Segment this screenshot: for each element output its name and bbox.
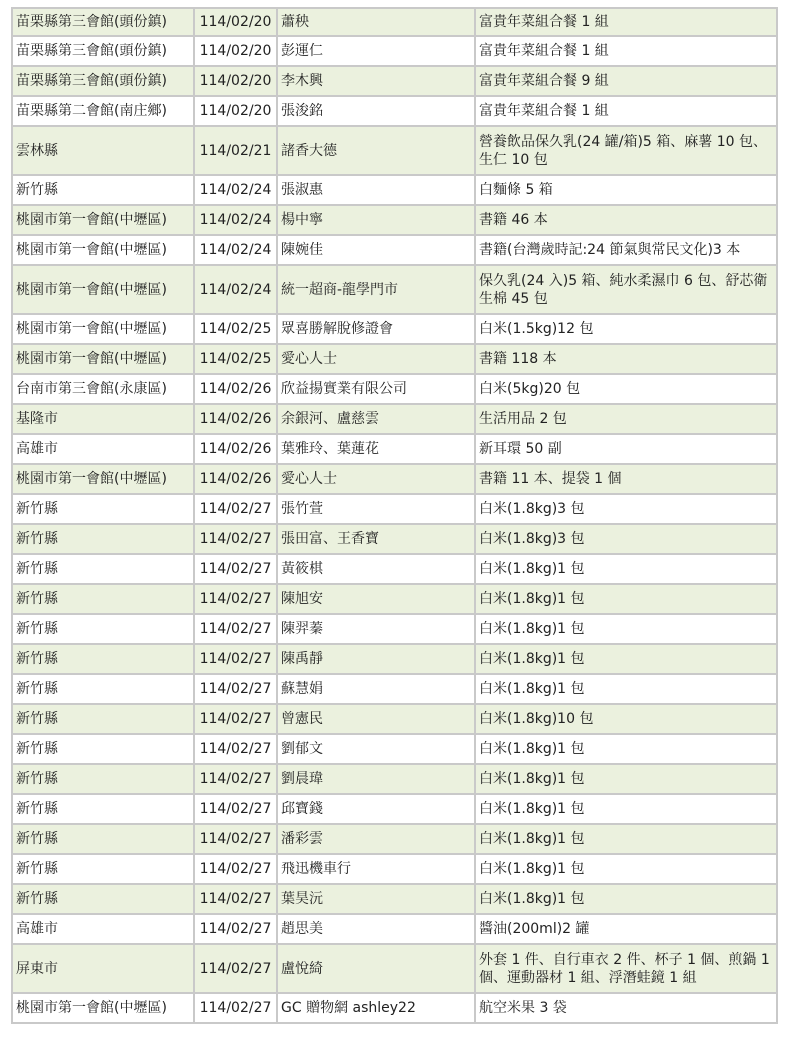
item-cell: 外套 1 件、自行車衣 2 件、杯子 1 個、煎鍋 1 個、運動器材 1 組、浮潛蛙鏡 1 組 [475,944,777,993]
donor-cell: 曾憲民 [277,704,475,734]
table-row [12,704,777,734]
item-cell: 白米(1.8kg)1 包 [475,764,777,794]
table-row [12,644,777,674]
donor-cell: 邱寶錢 [277,794,475,824]
date-cell: 114/02/25 [194,344,277,374]
location-cell: 新竹縣 [12,494,194,524]
table-row [12,584,777,614]
date-cell: 114/02/24 [194,205,277,235]
location-cell: 苗栗縣第三會館(頭份鎮) [12,66,194,96]
item-cell: 保久乳(24 入)5 箱、純水柔濕巾 6 包、舒芯衛生棉 45 包 [475,265,777,314]
donor-cell: 飛迅機車行 [277,854,475,884]
date-cell: 114/02/20 [194,96,277,126]
donor-cell: 諸香大德 [277,126,475,175]
location-cell: 新竹縣 [12,524,194,554]
date-cell: 114/02/27 [194,734,277,764]
date-cell: 114/02/26 [194,374,277,404]
item-cell: 白米(1.8kg)1 包 [475,824,777,854]
date-cell: 114/02/24 [194,235,277,265]
donor-cell: 愛心人士 [277,464,475,494]
item-cell: 醬油(200ml)2 罐 [475,914,777,944]
table-row [12,374,777,404]
item-cell: 航空米果 3 袋 [475,993,777,1023]
donor-cell: 盧悅綺 [277,944,475,993]
date-cell: 114/02/27 [194,884,277,914]
date-cell: 114/02/27 [194,854,277,884]
table-row [12,794,777,824]
date-cell: 114/02/20 [194,66,277,96]
location-cell: 屏東市 [12,944,194,993]
table-row [12,993,777,1023]
location-cell: 桃園市第一會館(中壢區) [12,464,194,494]
table-row [12,494,777,524]
table-row [12,434,777,464]
location-cell: 新竹縣 [12,554,194,584]
donor-cell: 楊中寧 [277,205,475,235]
item-cell: 白米(1.5kg)12 包 [475,314,777,344]
donor-cell: 葉昊沅 [277,884,475,914]
item-cell: 富貴年菜組合餐 1 組 [475,96,777,126]
location-cell: 新竹縣 [12,704,194,734]
table-row [12,764,777,794]
date-cell: 114/02/21 [194,126,277,175]
item-cell: 富貴年菜組合餐 1 組 [475,8,777,36]
location-cell: 新竹縣 [12,614,194,644]
item-cell: 富貴年菜組合餐 1 組 [475,36,777,66]
donor-cell: 張竹萱 [277,494,475,524]
item-cell: 書籍(台灣歲時記:24 節氣與常民文化)3 本 [475,235,777,265]
location-cell: 苗栗縣第三會館(頭份鎮) [12,36,194,66]
date-cell: 114/02/27 [194,944,277,993]
item-cell: 書籍 11 本、提袋 1 個 [475,464,777,494]
date-cell: 114/02/27 [194,494,277,524]
location-cell: 新竹縣 [12,584,194,614]
date-cell: 114/02/20 [194,36,277,66]
donor-cell: 欣益揚實業有限公司 [277,374,475,404]
item-cell: 白麵條 5 箱 [475,175,777,205]
item-cell: 白米(1.8kg)1 包 [475,884,777,914]
donor-cell: 蕭秧 [277,8,475,36]
table-row [12,314,777,344]
date-cell: 114/02/26 [194,464,277,494]
location-cell: 新竹縣 [12,884,194,914]
table-row [12,126,777,175]
location-cell: 新竹縣 [12,854,194,884]
item-cell: 白米(1.8kg)3 包 [475,494,777,524]
table-row [12,944,777,993]
item-cell: 生活用品 2 包 [475,404,777,434]
date-cell: 114/02/27 [194,993,277,1023]
item-cell: 白米(5kg)20 包 [475,374,777,404]
date-cell: 114/02/27 [194,644,277,674]
donor-cell: 陳羿蓁 [277,614,475,644]
item-cell: 白米(1.8kg)3 包 [475,524,777,554]
table-row [12,824,777,854]
table-row [12,66,777,96]
location-cell: 新竹縣 [12,764,194,794]
item-cell: 白米(1.8kg)1 包 [475,614,777,644]
location-cell: 新竹縣 [12,824,194,854]
table-row [12,175,777,205]
location-cell: 桃園市第一會館(中壢區) [12,235,194,265]
table-row [12,674,777,704]
date-cell: 114/02/27 [194,524,277,554]
item-cell: 白米(1.8kg)1 包 [475,794,777,824]
item-cell: 白米(1.8kg)1 包 [475,584,777,614]
donor-cell: 彭運仁 [277,36,475,66]
table-row [12,265,777,314]
date-cell: 114/02/27 [194,824,277,854]
table-row [12,404,777,434]
date-cell: 114/02/26 [194,434,277,464]
location-cell: 新竹縣 [12,674,194,704]
location-cell: 桃園市第一會館(中壢區) [12,265,194,314]
table-row [12,205,777,235]
date-cell: 114/02/27 [194,914,277,944]
item-cell: 白米(1.8kg)10 包 [475,704,777,734]
donor-cell: 陳旭安 [277,584,475,614]
table-body [12,8,777,1023]
date-cell: 114/02/27 [194,674,277,704]
donor-cell: 統一超商-龍學門市 [277,265,475,314]
location-cell: 基隆市 [12,404,194,434]
location-cell: 桃園市第一會館(中壢區) [12,993,194,1023]
item-cell: 白米(1.8kg)1 包 [475,674,777,704]
location-cell: 高雄市 [12,914,194,944]
table-row [12,235,777,265]
table-row [12,614,777,644]
item-cell: 白米(1.8kg)1 包 [475,854,777,884]
donor-cell: 潘彩雲 [277,824,475,854]
table-row [12,914,777,944]
location-cell: 桃園市第一會館(中壢區) [12,344,194,374]
table-row [12,344,777,374]
donor-cell: 趙思美 [277,914,475,944]
donor-cell: 黃筱棋 [277,554,475,584]
date-cell: 114/02/20 [194,8,277,36]
donor-cell: 陳婉佳 [277,235,475,265]
item-cell: 白米(1.8kg)1 包 [475,734,777,764]
table-row [12,36,777,66]
donor-cell: 葉雅玲、葉蓮花 [277,434,475,464]
item-cell: 書籍 118 本 [475,344,777,374]
donor-cell: 愛心人士 [277,344,475,374]
table-row [12,524,777,554]
date-cell: 114/02/25 [194,314,277,344]
location-cell: 桃園市第一會館(中壢區) [12,205,194,235]
date-cell: 114/02/27 [194,584,277,614]
donor-cell: 劉晨瑋 [277,764,475,794]
item-cell: 營養飲品保久乳(24 罐/箱)5 箱、麻薯 10 包、生仁 10 包 [475,126,777,175]
location-cell: 新竹縣 [12,175,194,205]
date-cell: 114/02/24 [194,265,277,314]
location-cell: 新竹縣 [12,734,194,764]
date-cell: 114/02/27 [194,554,277,584]
location-cell: 苗栗縣第三會館(頭份鎮) [12,8,194,36]
table-row [12,734,777,764]
date-cell: 114/02/27 [194,794,277,824]
donor-cell: 李木興 [277,66,475,96]
donor-cell: GC 贈物網 ashley22 [277,993,475,1023]
donor-cell: 張浚銘 [277,96,475,126]
item-cell: 白米(1.8kg)1 包 [475,554,777,584]
location-cell: 苗栗縣第二會館(南庄鄉) [12,96,194,126]
location-cell: 台南市第三會館(永康區) [12,374,194,404]
donor-cell: 余銀河、盧慈雲 [277,404,475,434]
table-row [12,8,777,36]
table-row [12,554,777,584]
item-cell: 富貴年菜組合餐 9 組 [475,66,777,96]
table-row [12,96,777,126]
location-cell: 高雄市 [12,434,194,464]
donor-cell: 張田富、王香寶 [277,524,475,554]
date-cell: 114/02/27 [194,614,277,644]
item-cell: 白米(1.8kg)1 包 [475,644,777,674]
donor-cell: 蘇慧娟 [277,674,475,704]
item-cell: 書籍 46 本 [475,205,777,235]
donor-cell: 劉郁文 [277,734,475,764]
location-cell: 雲林縣 [12,126,194,175]
location-cell: 新竹縣 [12,794,194,824]
table-row [12,464,777,494]
location-cell: 桃園市第一會館(中壢區) [12,314,194,344]
donation-table [11,7,778,1024]
donor-cell: 張淑惠 [277,175,475,205]
item-cell: 新耳環 50 副 [475,434,777,464]
table-row [12,884,777,914]
date-cell: 114/02/24 [194,175,277,205]
donor-cell: 陳禹靜 [277,644,475,674]
date-cell: 114/02/27 [194,704,277,734]
location-cell: 新竹縣 [12,644,194,674]
donor-cell: 眾喜勝解脫修證會 [277,314,475,344]
date-cell: 114/02/26 [194,404,277,434]
date-cell: 114/02/27 [194,764,277,794]
table-row [12,854,777,884]
